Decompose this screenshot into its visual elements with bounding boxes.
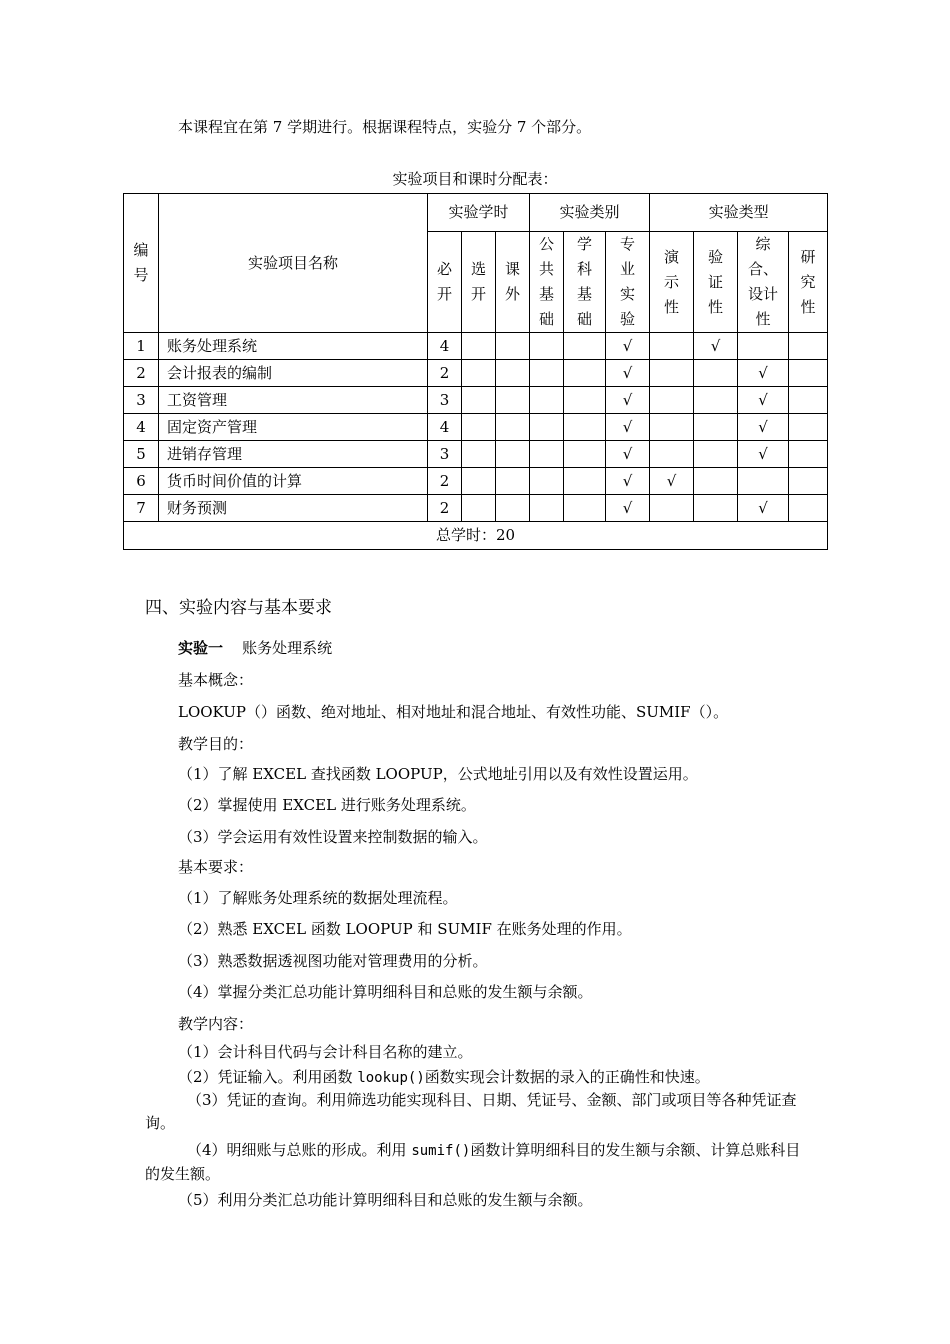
- cell-major: √: [606, 441, 650, 468]
- content-label: 教学内容：: [178, 1015, 254, 1033]
- goal-item: （1）了解 EXCEL 查找函数 LOOPUP，公式地址引用以及有效性设置运用。: [178, 765, 698, 783]
- cell-research: [789, 468, 828, 495]
- cell-research: [789, 441, 828, 468]
- cell-name: 财务预测: [159, 495, 428, 522]
- cell-demo: [650, 387, 694, 414]
- cell-discipline: [564, 468, 606, 495]
- requirement-item: （4）掌握分类汇总功能计算明细科目和总账的发生额与余额。: [178, 983, 593, 1001]
- cell-optional: [462, 360, 496, 387]
- cell-verify: [694, 387, 738, 414]
- cell-demo: [650, 414, 694, 441]
- concept-label: 基本概念：: [178, 671, 254, 689]
- requirement-item: （1）了解账务处理系统的数据处理流程。: [178, 889, 458, 907]
- cell-num: 4: [124, 414, 159, 441]
- total-row: [124, 522, 828, 550]
- table-row: [124, 333, 828, 360]
- table-row: [124, 387, 828, 414]
- cell-num: 5: [124, 441, 159, 468]
- cell-verify: [694, 360, 738, 387]
- cell-public: [530, 495, 564, 522]
- cell-extra: [496, 387, 530, 414]
- cell-design: √: [738, 441, 789, 468]
- cell-major: √: [606, 333, 650, 360]
- goal-item: （2）掌握使用 EXCEL 进行账务处理系统。: [178, 796, 476, 814]
- cell-research: [789, 387, 828, 414]
- cell-name: 进销存管理: [159, 441, 428, 468]
- cell-extra: [496, 360, 530, 387]
- cell-public: [530, 468, 564, 495]
- cell-num: 6: [124, 468, 159, 495]
- cell-discipline: [564, 441, 606, 468]
- cell-demo: [650, 441, 694, 468]
- section-title: 四、实验内容与基本要求: [145, 598, 332, 618]
- goal-item: （3）学会运用有效性设置来控制数据的输入。: [178, 828, 488, 846]
- concept-text: LOOKUP（）函数、绝对地址、相对地址和混合地址、有效性功能、SUMIF（）。: [178, 703, 729, 721]
- table-row: [124, 414, 828, 441]
- cell-extra: [496, 414, 530, 441]
- hours-allocation-table: [123, 193, 828, 550]
- cell-demo: [650, 495, 694, 522]
- cell-hours: 3: [428, 387, 462, 414]
- subheader-extra: 课外: [496, 232, 530, 333]
- cell-name: 固定资产管理: [159, 414, 428, 441]
- cell-hours: 2: [428, 495, 462, 522]
- table-row: [124, 441, 828, 468]
- subheader-optional: 选开: [462, 232, 496, 333]
- cell-hours: 2: [428, 360, 462, 387]
- cell-name: 账务处理系统: [159, 333, 428, 360]
- cell-name: 会计报表的编制: [159, 360, 428, 387]
- cell-research: [789, 495, 828, 522]
- cell-public: [530, 333, 564, 360]
- cell-demo: [650, 360, 694, 387]
- subheader-major: 专业实验: [606, 232, 650, 333]
- cell-optional: [462, 468, 496, 495]
- cell-major: √: [606, 414, 650, 441]
- intro-paragraph: 本课程宜在第 7 学期进行。根据课程特点，实验分 7 个部分。: [178, 118, 592, 136]
- cell-design: √: [738, 414, 789, 441]
- table-caption: 实验项目和课时分配表：: [392, 170, 558, 188]
- cell-public: [530, 360, 564, 387]
- requirement-label: 基本要求：: [178, 858, 254, 876]
- cell-major: √: [606, 468, 650, 495]
- cell-discipline: [564, 333, 606, 360]
- cell-research: [789, 360, 828, 387]
- cell-verify: [694, 441, 738, 468]
- cell-design: [738, 468, 789, 495]
- header-category: 实验类别: [530, 194, 650, 232]
- cell-hours: 4: [428, 414, 462, 441]
- cell-design: √: [738, 387, 789, 414]
- cell-num: 2: [124, 360, 159, 387]
- subheader-verify: 验证性: [694, 232, 738, 333]
- cell-extra: [496, 441, 530, 468]
- header-name: 实验项目名称: [159, 194, 428, 333]
- cell-demo: √: [650, 468, 694, 495]
- cell-optional: [462, 495, 496, 522]
- cell-major: √: [606, 495, 650, 522]
- cell-extra: [496, 333, 530, 360]
- table-row: [124, 468, 828, 495]
- content-item: （1）会计科目代码与会计科目名称的建立。: [178, 1043, 473, 1061]
- cell-extra: [496, 468, 530, 495]
- cell-discipline: [564, 387, 606, 414]
- cell-public: [530, 414, 564, 441]
- cell-optional: [462, 414, 496, 441]
- total-hours: 总学时：20: [124, 522, 828, 550]
- subheader-public: 公共基础: [530, 232, 564, 333]
- cell-research: [789, 333, 828, 360]
- cell-major: √: [606, 387, 650, 414]
- experiment-heading: 实验一 账务处理系统: [178, 639, 333, 657]
- table-row: [124, 495, 828, 522]
- table-row: [124, 360, 828, 387]
- cell-num: 3: [124, 387, 159, 414]
- cell-num: 1: [124, 333, 159, 360]
- cell-name: 货币时间价值的计算: [159, 468, 428, 495]
- cell-name: 工资管理: [159, 387, 428, 414]
- cell-optional: [462, 441, 496, 468]
- content-item: （3）凭证的查询。利用筛选功能实现科目、日期、凭证号、金额、部门或项目等各种凭证查询。: [145, 1091, 797, 1132]
- header-row-1: [124, 194, 828, 232]
- cell-verify: [694, 468, 738, 495]
- content-item: （2）凭证输入。利用函数 lookup()函数实现会计数据的录入的正确性和快速。: [178, 1068, 710, 1086]
- subheader-research: 研究性: [789, 232, 828, 333]
- subheader-demo: 演示性: [650, 232, 694, 333]
- header-hours: 实验学时: [428, 194, 530, 232]
- cell-demo: [650, 333, 694, 360]
- cell-num: 7: [124, 495, 159, 522]
- cell-verify: √: [694, 333, 738, 360]
- cell-design: √: [738, 495, 789, 522]
- cell-hours: 2: [428, 468, 462, 495]
- cell-design: √: [738, 360, 789, 387]
- cell-research: [789, 414, 828, 441]
- subheader-required: 必开: [428, 232, 462, 333]
- header-num: 编号: [124, 194, 159, 333]
- cell-optional: [462, 333, 496, 360]
- subheader-discipline: 学科基础: [564, 232, 606, 333]
- cell-major: √: [606, 360, 650, 387]
- subheader-design: 综合、 设计性: [738, 232, 789, 333]
- requirement-item: （2）熟悉 EXCEL 函数 LOOPUP 和 SUMIF 在账务处理的作用。: [178, 920, 632, 938]
- content-item: （4）明细账与总账的形成。利用 sumif()函数计算明细科目的发生额与余额、计算总账科目的发生额。: [145, 1141, 801, 1183]
- cell-optional: [462, 387, 496, 414]
- cell-hours: 3: [428, 441, 462, 468]
- cell-verify: [694, 495, 738, 522]
- cell-public: [530, 387, 564, 414]
- cell-verify: [694, 414, 738, 441]
- cell-public: [530, 441, 564, 468]
- header-type: 实验类型: [650, 194, 828, 232]
- cell-design: [738, 333, 789, 360]
- cell-discipline: [564, 495, 606, 522]
- cell-hours: 4: [428, 333, 462, 360]
- cell-extra: [496, 495, 530, 522]
- content-item: （5）利用分类汇总功能计算明细科目和总账的发生额与余额。: [178, 1191, 593, 1209]
- requirement-item: （3）熟悉数据透视图功能对管理费用的分析。: [178, 952, 488, 970]
- cell-discipline: [564, 360, 606, 387]
- cell-discipline: [564, 414, 606, 441]
- goal-label: 教学目的：: [178, 735, 254, 753]
